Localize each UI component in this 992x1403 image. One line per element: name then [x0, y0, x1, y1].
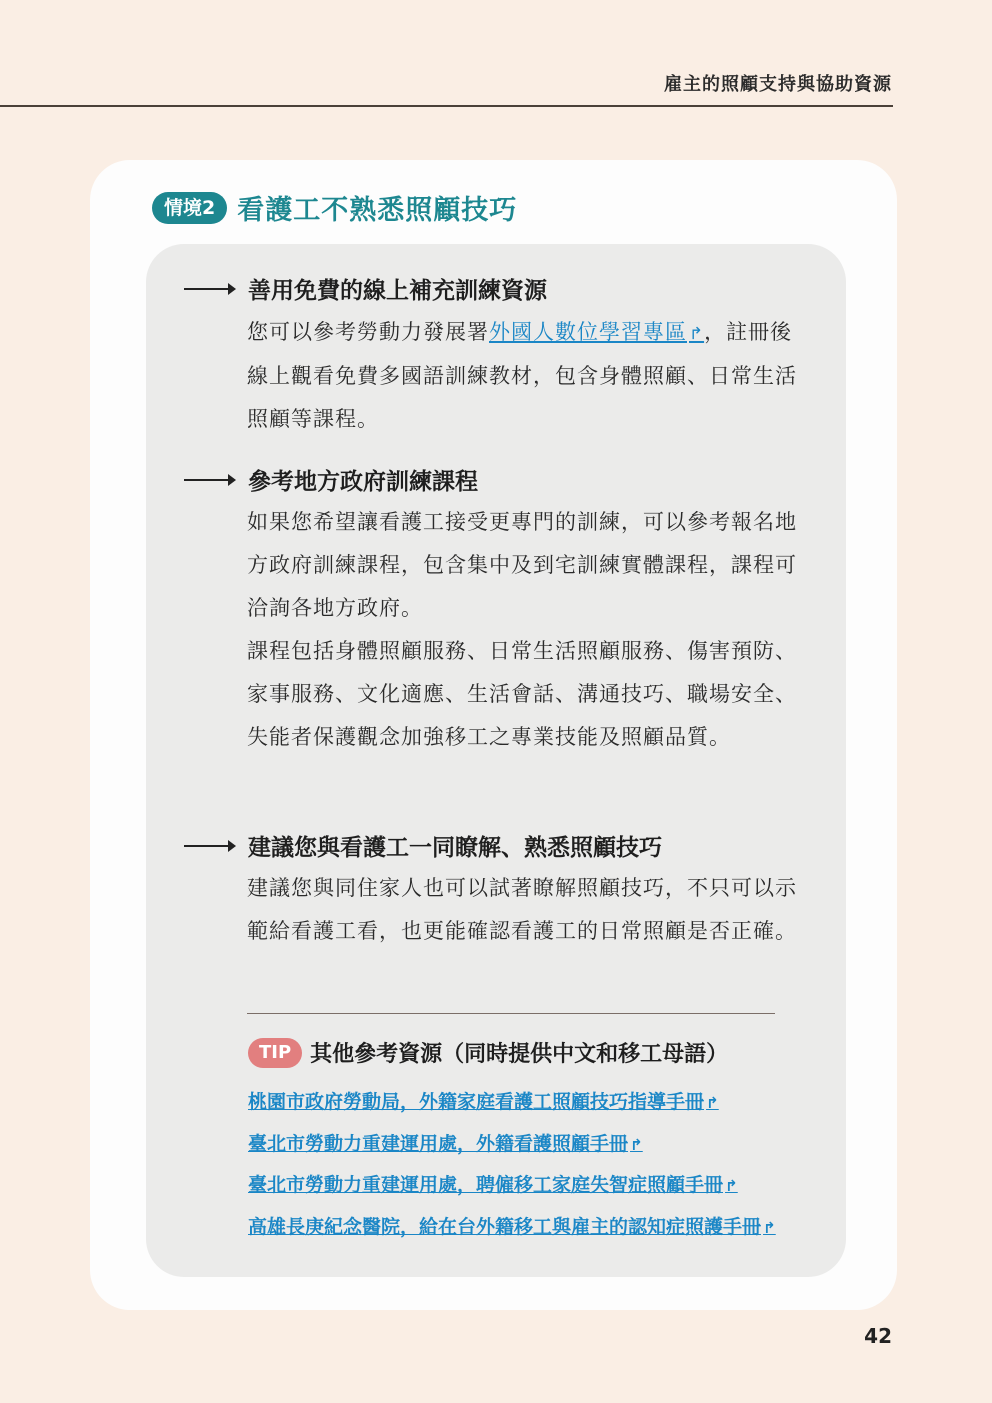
body-paragraph: 如果您希望讓看護工接受更專門的訓練，可以參考報名地方政府訓練課程，包含集中及到宅訓練實體課程，課程可洽詢各地方政府。 — [247, 510, 797, 620]
section-heading-text: 參考地方政府訓練課程 — [248, 469, 478, 495]
list-item — [248, 1207, 776, 1249]
resource-link-taipei-dementia[interactable]: 臺北市勞動力重建運用處，聘僱移工家庭失智症照顧手冊 ↱ — [248, 1174, 738, 1196]
resource-list — [248, 1082, 776, 1248]
external-link-icon: ↱ — [630, 1135, 643, 1154]
section-body-local-training — [247, 501, 807, 759]
body-paragraph: 課程包括身體照顧服務、日常生活照顧服務、傷害預防、家事服務、文化適應、生活會話、溝通技巧、職場安全、失能者保護觀念加強移工之專業技能及照顧品質。 — [247, 639, 797, 749]
section-heading-text: 建議您與看護工一同瞭解、熟悉照顧技巧 — [248, 835, 662, 861]
external-link-icon: ↱ — [689, 323, 705, 343]
list-item — [248, 1124, 776, 1166]
header-title: 雇主的照顧支持與協助資源 — [664, 74, 892, 95]
list-item — [248, 1082, 776, 1124]
tip-heading — [248, 1037, 728, 1068]
section-heading-online-training — [184, 272, 547, 305]
external-link-icon: ↱ — [725, 1177, 738, 1195]
divider — [247, 1013, 775, 1014]
tip-title: 其他參考資源（同時提供中文和移工母語） — [310, 1042, 729, 1067]
digital-learning-link[interactable]: 外國人數位學習專區 ↱ — [489, 320, 705, 344]
external-link-icon: ↱ — [706, 1094, 719, 1112]
body-text: 註冊後線上觀看免費多國語訓練教材，包含身體照顧、日常生活照顧等課程。 — [247, 320, 797, 431]
arrow-icon — [184, 288, 234, 290]
section-heading-local-training — [184, 463, 478, 496]
body-text: ， — [704, 320, 727, 344]
body-text: 您可以參考勞動力發展署 — [247, 320, 489, 344]
section-body-learn-together — [247, 867, 807, 953]
resource-link-kaohsiung[interactable]: 高雄長庚紀念醫院，給在台外籍移工與雇主的認知症照護手冊 ↱ — [248, 1215, 776, 1238]
body-paragraph: 建議您與同住家人也可以試著瞭解照顧技巧，不只可以示範給看護工看，也更能確認看護工的日常照顧是否正確。 — [247, 876, 797, 943]
arrow-icon — [184, 845, 234, 847]
section-body-online-training — [247, 311, 807, 441]
section-heading-learn-together — [184, 829, 662, 862]
tip-badge: TIP — [248, 1038, 302, 1068]
list-item — [248, 1165, 776, 1207]
section-heading-text: 善用免費的線上補充訓練資源 — [248, 278, 547, 304]
scenario-heading — [152, 188, 517, 227]
resource-link-taipei-care[interactable]: 臺北市勞動力重建運用處，外籍看護照顧手冊 ↱ — [248, 1132, 643, 1155]
page-number: 42 — [864, 1324, 892, 1348]
header-divider — [0, 105, 893, 107]
external-link-icon: ↱ — [763, 1218, 776, 1237]
scenario-badge: 情境2 — [152, 192, 227, 224]
scenario-title: 看護工不熟悉照顧技巧 — [237, 195, 518, 226]
resource-link-taoyuan[interactable]: 桃園市政府勞動局，外籍家庭看護工照顧技巧指導手冊 ↱ — [248, 1091, 719, 1113]
arrow-icon — [184, 479, 234, 481]
